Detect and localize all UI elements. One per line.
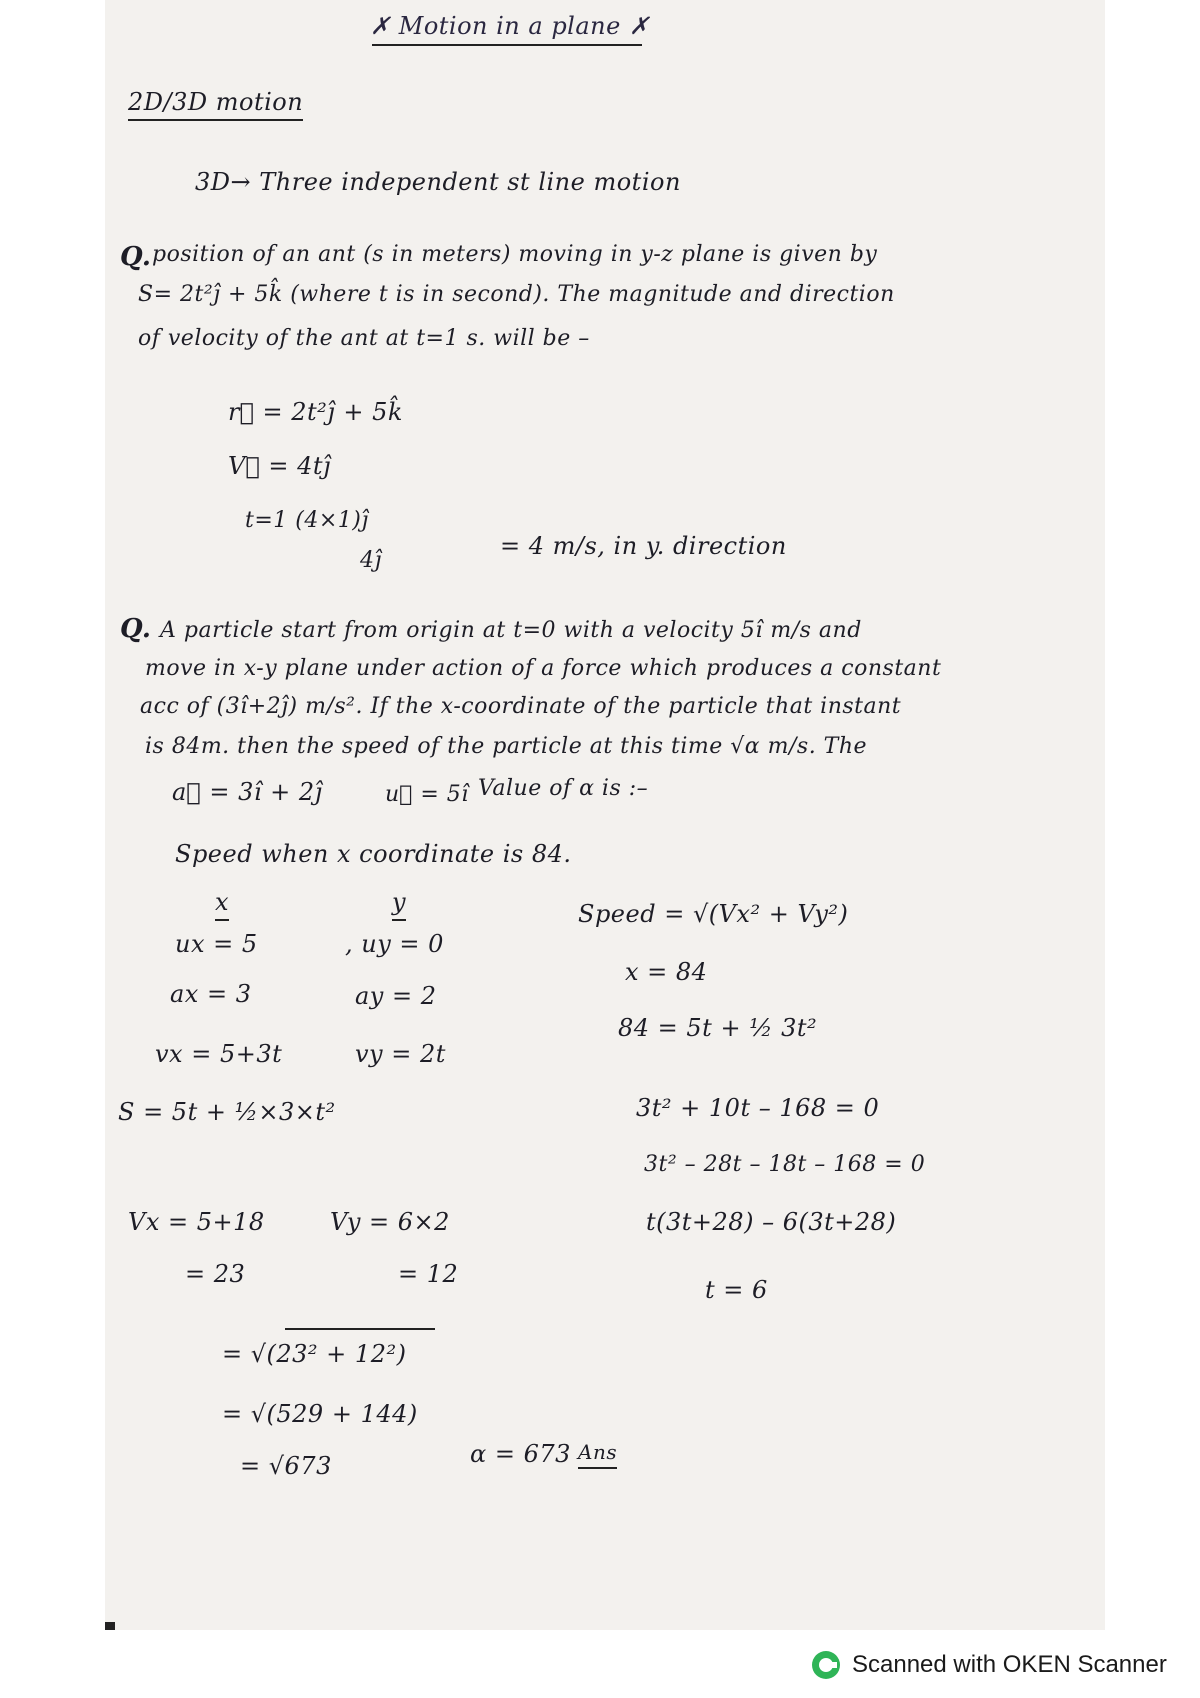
page-title: ✗ Motion in a plane ✗ [370,12,650,40]
ay-value: ay = 2 [355,982,437,1010]
scanner-label: Scanned with OKEN Scanner [852,1651,1167,1678]
intro-line: 3D→ Three independent st line motion [195,168,681,196]
q1-marker: Q. [120,242,152,272]
q2-acceleration: a⃗ = 3î + 2ĵ [172,778,323,806]
q1-position-eq: r⃗ = 2t²ĵ + 5k̂ [228,398,403,426]
uy-value: , uy = 0 [345,930,444,958]
section-heading: 2D/3D motion [128,88,303,121]
solve-step1: 84 = 5t + ½ 3t² [618,1014,818,1042]
speed-formula: Speed = √(Vx² + Vy²) [578,900,849,928]
vy-substituted: Vy = 6×2 [330,1208,450,1236]
q2-speed-when: Speed when x coordinate is 84. [175,840,572,868]
vy-result: = 12 [398,1260,459,1288]
vy-expression: vy = 2t [355,1040,446,1068]
scanner-watermark [810,1648,1167,1682]
ax-value: ax = 3 [170,980,252,1008]
q1-text-line2: S= 2t²ĵ + 5k̂ (where t is in second). The magnitude and direction [138,282,895,307]
final-alpha: α = 673 [470,1440,571,1468]
q2-marker: Q. [120,614,152,644]
vx-expression: vx = 5+3t [155,1040,283,1068]
q1-velocity-vector: 4ĵ [360,548,382,573]
solve-step2: 3t² + 10t – 168 = 0 [636,1094,880,1122]
q2-text-line4: is 84m. then the speed of the particle at this time √α m/s. The [145,734,868,759]
q2-text-line1: A particle start from origin at t=0 with a velocity 5î m/s and [160,618,862,643]
q1-text-line3: of velocity of the ant at t=1 s. will be – [138,326,590,351]
q2-value-of: Value of α is :– [478,776,649,801]
answer-label: Ans [578,1440,617,1469]
solve-step3: 3t² – 28t – 18t – 168 = 0 [644,1152,926,1177]
q2-initial-velocity: u⃗ = 5î [385,782,469,807]
title-underline [372,44,642,46]
page-edge-mark [105,1622,115,1630]
root-step2: = √(529 + 144) [222,1400,418,1428]
root-step3: = √673 [240,1452,332,1480]
sqrt-vinculum [285,1328,435,1330]
q2-text-line3: acc of (3î+2ĵ) m/s². If the x-coordinate of the particle that instant [140,694,902,719]
q1-text-line1: position of an ant (s in meters) moving in y-z plane is given by [152,242,878,267]
x-equals-84: x = 84 [625,958,708,986]
q2-text-line2: move in x-y plane under action of a force which produces a constant [145,656,942,681]
root-step1: = √(23² + 12²) [222,1340,407,1368]
solve-result-t: t = 6 [705,1276,768,1304]
q1-answer: = 4 m/s, in y. direction [500,532,787,560]
oken-logo-icon [810,1649,842,1681]
vx-substituted: Vx = 5+18 [128,1208,265,1236]
vx-result: = 23 [185,1260,246,1288]
displacement-eq: S = 5t + ½×3×t² [118,1098,336,1126]
q1-velocity-eq: V⃗ = 4tĵ [228,452,331,480]
ux-value: ux = 5 [175,930,258,958]
y-column-header: y [392,888,406,921]
solve-step4: t(3t+28) – 6(3t+28) [646,1208,897,1236]
q1-substitution: t=1 (4×1)ĵ [245,508,369,533]
x-column-header: x [215,888,229,921]
